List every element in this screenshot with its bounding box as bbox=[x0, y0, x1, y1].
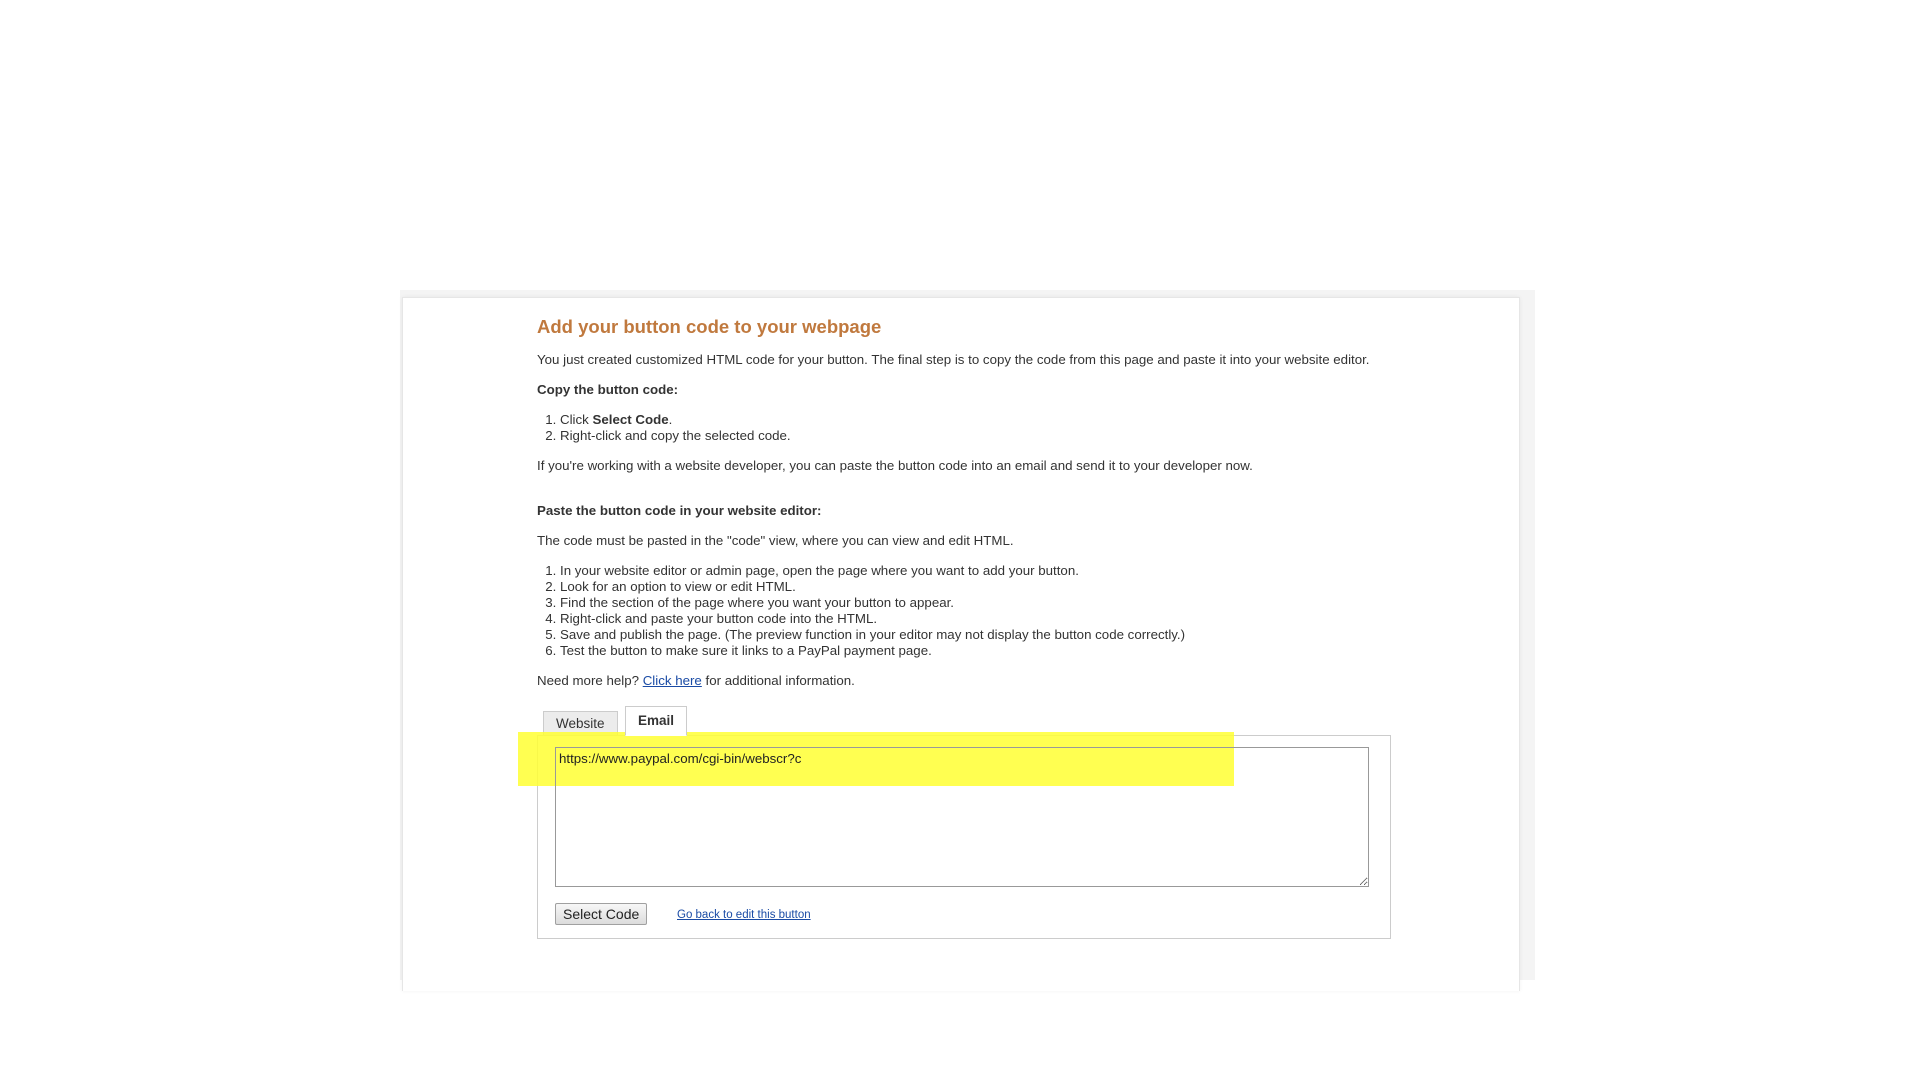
help-prefix: Need more help? bbox=[537, 673, 643, 688]
page-title: Add your button code to your webpage bbox=[537, 316, 882, 337]
content-area bbox=[537, 316, 1397, 939]
paste-step-3: 3. Find the section of the page where you want your button to appear. bbox=[560, 595, 1397, 611]
code-tabs bbox=[543, 706, 1397, 735]
action-row bbox=[555, 903, 811, 927]
go-back-link[interactable]: Go back to edit this button bbox=[677, 909, 811, 921]
paste-step-5: 5. Save and publish the page. (The preview function in your editor may not display the button code correctly.) bbox=[560, 627, 1397, 643]
developer-note: If you're working with a website developer, you can paste the button code into an email and send it to your developer now. bbox=[537, 458, 1253, 473]
code-panel bbox=[537, 735, 1391, 939]
paste-steps-list bbox=[537, 563, 1397, 659]
paste-step-1: 1. In your website editor or admin page, open the page where you want to add your button. bbox=[560, 563, 1397, 579]
select-code-button[interactable]: Select Code bbox=[555, 903, 647, 925]
click-here-link[interactable]: Click here bbox=[642, 673, 702, 688]
tab-email[interactable]: Email bbox=[625, 706, 687, 736]
main-card bbox=[402, 297, 1520, 991]
paste-step-6: 6. Test the button to make sure it links to a PayPal payment page. bbox=[560, 643, 1397, 659]
copy-step-1-prefix: Click bbox=[560, 412, 593, 427]
copy-step-1-suffix: . bbox=[668, 412, 673, 427]
paste-heading: Paste the button code in your website editor: bbox=[537, 503, 822, 518]
help-text bbox=[537, 673, 1397, 689]
section-gap bbox=[537, 488, 1397, 503]
code-textarea[interactable] bbox=[555, 747, 1369, 887]
tab-website[interactable]: Website bbox=[543, 711, 618, 736]
help-suffix: for additional information. bbox=[701, 673, 855, 688]
copy-step-1-bold: Select Code bbox=[592, 412, 669, 427]
intro-text: You just created customized HTML code for your button. The final step is to copy the code from this page and paste it into your website editor. bbox=[537, 352, 1370, 367]
copy-step-1 bbox=[560, 412, 1397, 428]
paste-step-4: 4. Right-click and paste your button code into the HTML. bbox=[560, 611, 1397, 627]
paste-step-2: 2. Look for an option to view or edit HTML. bbox=[560, 579, 1397, 595]
copy-step-2: 2. Right-click and copy the selected code. bbox=[560, 428, 1397, 444]
copy-steps-list bbox=[537, 412, 1397, 444]
copy-heading: Copy the button code: bbox=[537, 382, 679, 397]
paste-intro: The code must be pasted in the "code" view, where you can view and edit HTML. bbox=[537, 533, 1014, 548]
